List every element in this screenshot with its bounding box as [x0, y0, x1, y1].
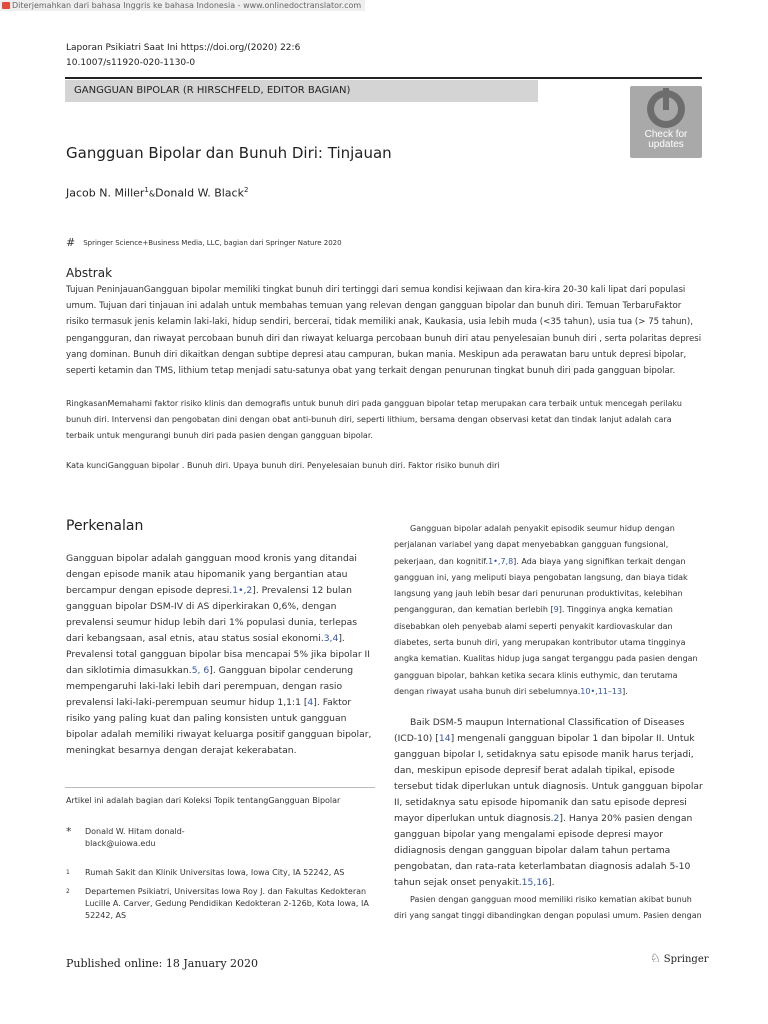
footnote-divider	[65, 787, 375, 788]
paragraph-text: ] mengenali gangguan bipolar 1 dan bipolar II. Untuk gangguan bipolar I, setidaknya satu episode manik harus terjadi, dan, meskipun episode depresif berat adalah tipikal, episode tersebut tidak diperlukan untuk diagnosis. Untuk gangguan bipolar II, setidaknya satu episode hipomanik dan satu episode depresi mayor diperlukan untuk diagnosis.	[394, 733, 703, 824]
document-icon	[2, 2, 10, 9]
collection-note: Artikel ini adalah bagian dari Koleksi Topik tentangGangguan Bipolar	[66, 796, 341, 805]
paragraph-text: Gangguan bipolar adalah gangguan mood kronis yang ditandai dengan episode manik atau hipomanik yang bergantian atau bercampur dengan episode depresi.	[66, 553, 357, 596]
affiliation-text: Departemen Psikiatri, Universitas Iowa Roy J. dan Fakultas Kedokteran Lucille A. Carver, Gedung Pendidikan Kedokteran 2-126b, Kota Iowa, IA 52242, AS	[85, 887, 369, 920]
paragraph-text: ]. Prevalensi 12 bulan gangguan bipolar DSM-IV di AS diperkirakan 0,6%, dengan prevalensi seumur hidup lebih dari 1% populasi dunia, terlepas dari kebangsaan, asal etnis, atau status sosial ekonomi.	[66, 585, 358, 644]
affiliation-marker: 1	[144, 186, 149, 194]
translation-banner[interactable]	[0, 0, 365, 11]
corresponding-marker: *	[66, 825, 72, 838]
journal-citation: Laporan Psikiatri Saat Ini https://doi.org/(2020) 22:6	[66, 43, 301, 53]
paragraph-text: ]. Gangguan bipolar cenderung mempengaruhi laki-laki lebih dari perempuan, dengan rasio prevalensi laki-laki-perempuan seumur hidup 1,1:1 [	[66, 665, 354, 708]
citation-link[interactable]: 14	[438, 733, 451, 744]
published-date: Published online: 18 January 2020	[66, 957, 259, 970]
copyright-text: Springer Science+Business Media, LLC, bagian dari Springer Nature 2020	[83, 239, 342, 247]
paragraph-text: ].	[622, 686, 628, 696]
citation-link[interactable]: 3,4	[323, 633, 339, 644]
publisher-logo	[650, 951, 709, 965]
paragraph-text: ]. Tingginya angka kematian disebabkan oleh penyebab alami seperti penyakit kardiovaskular dan diabetes, serta bunuh diri, yang merupakan kontributor utama tingginya angka kematian. Kualitas hidup juga sangat terganggu pada pasien dengan gangguan bipolar, bahkan ketika secara klinis euthymic, dan terutama dengan riwayat usaha bunuh diri sebelumnya.	[394, 605, 698, 696]
banner-text[interactable]: Diterjemahkan dari bahasa Inggris ke bahasa Indonesia - www.onlinedoctranslator.com	[12, 1, 362, 10]
affiliation-1	[66, 867, 376, 881]
section-heading: Perkenalan	[66, 518, 144, 534]
paragraph-text: ]. Faktor risiko yang paling kuat dan paling konsisten untuk gangguan bipolar adalah memiliki riwayat keluarga positif gangguan bipolar, meningkat besarnya dengan derajat kekerabatan.	[66, 697, 372, 756]
author-name[interactable]: Donald W. Black	[155, 186, 244, 200]
abstract-paragraph: Tujuan PeninjauanGangguan bipolar memiliki tingkat bunuh diri tertinggi dari semua kondisi kejiwaan dan kira-kira 20-30 kali lipat dari populasi umum. Tujuan dari tinjauan ini adalah untuk membahas temuan yang relevan dengan gangguan bipolar dan bunuh diri. Temuan TerbaruFaktor risiko termasuk jenis kelamin laki-laki, hidup sendiri, bercerai, tidak memiliki anak, Kaukasia, usia lebih muda (<35 tahun), usia tua (> 75 tahun), pengangguran, dan riwayat percobaan bunuh diri dan riwayat keluarga percobaan bunuh diri atau penyelesaian bunuh diri , serta polaritas depresi yang dominan. Bunuh diri dikaitkan dengan subtipe depresi atau campuran, bukan mania. Meskipun ada perawatan baru untuk depresi bipolar, seperti ketamin dan TMS, lithium tetap menjadi satu-satunya obat yang terkait dengan penurunan tingkat bunuh diri pada gangguan bipolar.	[66, 285, 702, 377]
citation-link[interactable]: 15,16	[521, 877, 548, 888]
citation-link[interactable]: 2	[553, 813, 560, 824]
doi[interactable]: 10.1007/s11920-020-1130-0	[66, 58, 196, 68]
footnote-marker: 2	[66, 888, 70, 895]
check-for-updates-badge[interactable]	[630, 86, 702, 158]
citation-link[interactable]: 9	[553, 605, 559, 615]
copyright-line	[66, 236, 342, 249]
citation-link[interactable]: 4	[307, 697, 314, 708]
paragraph-text: ]. Prevalensi total gangguan bipolar bisa mencapai 5% jika bipolar II dan siklotimia dimasukkan.	[66, 633, 370, 676]
author-list	[66, 186, 248, 200]
affiliation-2	[66, 886, 376, 926]
journal-header	[66, 41, 300, 71]
author-separator: &	[148, 189, 156, 199]
abstract-heading: Abstrak	[66, 266, 113, 280]
corresponding-text[interactable]: Donald W. Hitam donald-black@uiowa.edu	[85, 827, 185, 848]
affiliation-text: Rumah Sakit dan Klinik Universitas Iowa, Iowa City, IA 52242, AS	[85, 868, 345, 877]
check-line1: Check for	[644, 129, 688, 140]
intro-paragraph	[394, 715, 704, 891]
publisher-name: Springer	[663, 954, 709, 965]
abstract-summary: RingkasanMemahami faktor risiko klinis dan demografis untuk bunuh diri pada gangguan bipolar tetap merupakan cara terbaik untuk mencegah perilaku bunuh diri. Intervensi dan pengobatan dini dengan obat anti-bunuh diri, seperti lithium, bersama dengan observasi ketat dan tindak lanjut adalah cara terbaik untuk mengurangi bunuh diri pada pasien dengan gangguan bipolar.	[66, 399, 682, 440]
check-line2: updates	[648, 139, 684, 150]
article-title: Gangguan Bipolar dan Bunuh Diri: Tinjauan	[66, 144, 392, 162]
paragraph-text: Pasien dengan gangguan mood memiliki risiko kematian akibat bunuh diri yang sangat tinggi dibandingkan dengan populasi umum. Pasien dengan	[394, 895, 702, 920]
paragraph-text: Gangguan bipolar adalah penyakit episodik seumur hidup dengan perjalanan variabel yang dapat menyebabkan gangguan fungsional, pekerjaan, dan kognitif.	[394, 524, 675, 566]
citation-link[interactable]: 1•,7,8	[488, 556, 514, 566]
copyright-symbol: #	[66, 236, 76, 249]
footnote-marker: 1	[66, 869, 70, 876]
paragraph-text: ]. Ada biaya yang signifikan terkait dengan gangguan ini, yang meliputi biaya pengobatan langsung, dan biaya tidak langsung yang jauh lebih besar dari penurunan produktivitas, kelebihan pengangguran, dan kematian berlebih [	[394, 556, 688, 615]
citation-link[interactable]: 5, 6	[191, 665, 210, 676]
section-label: GANGGUAN BIPOLAR (R HIRSCHFELD, EDITOR BAGIAN)	[65, 80, 538, 102]
update-icon	[647, 90, 685, 128]
springer-horse-icon: ♘	[650, 951, 661, 965]
header-rule	[65, 77, 702, 79]
keywords: Kata kunciGangguan bipolar . Bunuh diri. Upaya bunuh diri. Penyelesaian bunuh diri. Faktor risiko bunuh diri	[66, 461, 500, 470]
citation-link[interactable]: 1•,2	[232, 585, 253, 596]
intro-paragraph	[66, 551, 376, 759]
intro-paragraph	[394, 521, 704, 700]
paragraph-text: ]. Hanya 20% pasien dengan gangguan bipolar yang mengalami episode depresi mayor didiagnosis dengan gangguan bipolar dalam tahun pertama pengobatan, dan rata-rata keterlambatan diagnosis adalah 5-10 tahun sejak onset penyakit.	[394, 813, 693, 888]
paragraph-text: ].	[547, 877, 555, 888]
intro-paragraph	[394, 892, 704, 924]
affiliation-marker: 2	[243, 186, 249, 194]
citation-link[interactable]: 10•,11–13	[580, 686, 623, 696]
paragraph-text: Baik DSM-5 maupun International Classification of Diseases (ICD-10) [	[394, 717, 685, 744]
corresponding-author	[66, 826, 376, 852]
author-name[interactable]: Jacob N. Miller	[66, 186, 145, 200]
